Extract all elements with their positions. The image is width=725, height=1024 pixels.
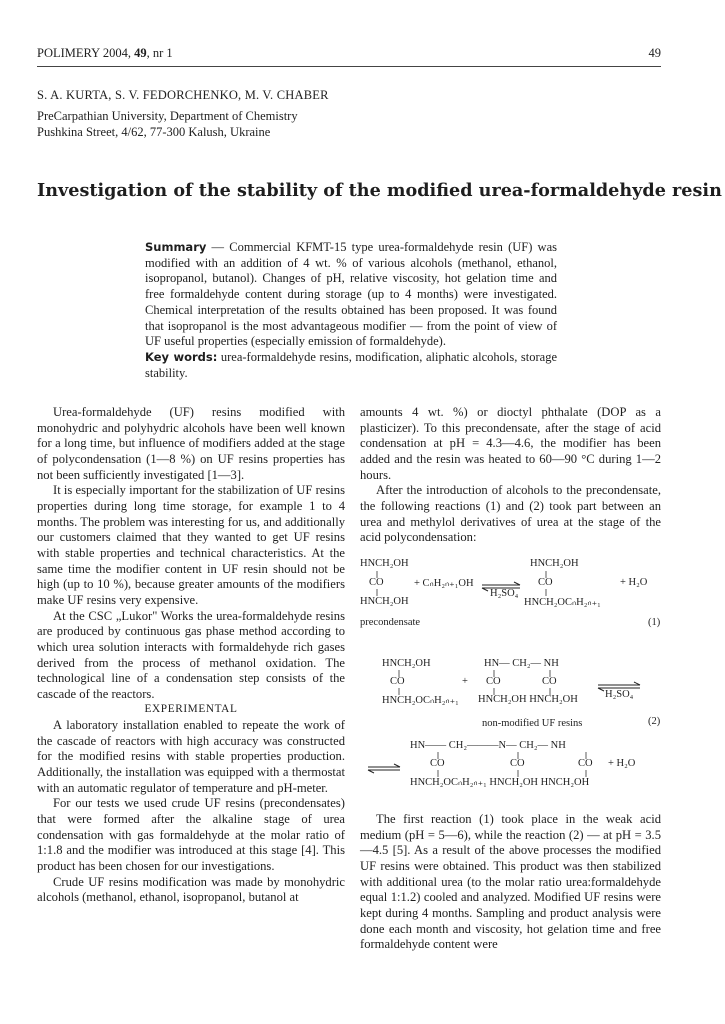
- r1-product-top: HNCH₂OH: [530, 558, 579, 569]
- paragraph: The first reaction (1) took place in the weak acid medium (pH = 5—6), while the reaction (2) — at pH = 3.5—4.5 [5]. As a result of the above processes the modified UF resins were obtained. This product was then stabilized with additional urea (to the molar ratio urea:formaldehyde equal 1:1.2) cooled and analyzed. Modified UF resins were kept during 4 months. Sampling and product analysis were done each month and viscosity, hot gelation time and free formaldehyde content were: [360, 812, 661, 952]
- authors: S. A. KURTA, S. V. FEDORCHENKO, M. V. CHABER: [37, 88, 329, 102]
- paragraph: At the CSC „Lukor" Works the urea-formaldehyde resins are produced by continuous gas phase method according to which urea solution interacts with formaldehyde rich gases derived from the process of methanol oxidation. The technological line of a condensation step consists of the cascade of the reactors.: [37, 608, 345, 701]
- r2-product-bottom: HNCH₂OCₙH₂ₙ₊₁ HNCH₂OH HNCH₂OH: [410, 777, 590, 788]
- running-header: [37, 46, 661, 66]
- paragraph: A laboratory installation enabled to repeate the work of the cascade of reactors with high accuracy was constructed for the modified resins with stable properties production. Additionally, the installation was equipped with a thermostat with an automatic regulator of temperature and pH-meter.: [37, 718, 345, 795]
- volume: 49: [134, 46, 147, 60]
- keywords-label: Key words:: [145, 349, 218, 364]
- r1-reactant-bottom: HNCH₂OH: [360, 596, 409, 607]
- r2-catalyst: H₂SO₄: [605, 689, 634, 700]
- r1-water: + H₂O: [620, 577, 648, 588]
- r2-reactant-b-co2: CO: [542, 676, 557, 687]
- r2-reactant-b-bottom: HNCH₂OH HNCH₂OH: [478, 694, 578, 705]
- r1-caption: precondensate: [360, 617, 421, 628]
- affiliation-line-2: Pushkina Street, 4/62, 77-300 Kalush, Ukraine: [37, 125, 271, 139]
- r2-number: (2): [648, 716, 661, 727]
- r1-product-co: CO: [538, 577, 553, 588]
- left-column: [37, 405, 345, 906]
- r2-reactant-a-co: CO: [390, 676, 405, 687]
- r2-reactant-b-co1: CO: [486, 676, 501, 687]
- right-column: [360, 405, 661, 546]
- right-column-continued: [360, 812, 661, 953]
- article-title: Investigation of the stability of the modified urea-formaldehyde resin: [37, 180, 722, 201]
- affiliation-line-1: PreCarpathian University, Department of Chemistry: [37, 109, 298, 123]
- r2-product-top: HN—— CH₂———N— CH₂— NH: [410, 740, 566, 751]
- paragraph: After the introduction of alcohols to the precondensate, the following reactions (1) and (2) took part between an urea and methylol derivatives of urea at the stage of the acid polycondensation:: [360, 483, 661, 545]
- r1-number: (1): [648, 617, 661, 628]
- paragraph: Urea-formaldehyde (UF) resins modified with monohydric and polyhydric alcohols have been well known for a long time, but influence of modifiers added at the stage of polycondensation (1—8 %) on UF resins properties has not been sufficiently investigated [1—3].: [37, 405, 345, 482]
- r2-reactant-b-top: HN— CH₂— NH: [484, 658, 559, 669]
- summary: [145, 240, 557, 381]
- r2-plus: +: [462, 676, 468, 687]
- page-number: 49: [648, 46, 661, 60]
- r1-reactant-co: CO: [369, 577, 384, 588]
- header-rule: [37, 66, 661, 67]
- r1-catalyst: H₂SO₄: [490, 588, 519, 599]
- paragraph: amounts 4 wt. %) or dioctyl phthalate (DOP as a plasticizer). To this precondensate, after the stage of acid condensation at pH = 4.3—4.6, the modifier has been added and the resin was heated to 60—90 °C during 1—2 hours.: [360, 405, 661, 482]
- r2-product-co3: CO: [578, 758, 593, 769]
- affiliation: [37, 108, 298, 140]
- paragraph: Crude UF resins modification was made by monohydric alcohols (methanol, ethanol, isopropanol, butanol at: [37, 874, 345, 905]
- r2-reactant-a-top: HNCH₂OH: [382, 658, 431, 669]
- journal-citation: POLIMERY 2004, 49, nr 1: [37, 46, 173, 60]
- r2-reactant-a-bottom: HNCH₂OCₙH₂ₙ₊₁: [382, 695, 459, 706]
- paragraph: For our tests we used crude UF resins (precondensates) that were formed after the alkaline stage of urea condensation with gas formaldehyde at the molar ratio of 1:1.8 and the modifier was introduced at this stage [4]. This product has been chosen for our investigations.: [37, 796, 345, 874]
- keywords-text: urea-formaldehyde resins, modification, aliphatic alcohols, storage stability.: [145, 349, 557, 380]
- r1-product-bottom: HNCH₂OCₙH₂ₙ₊₁: [524, 597, 601, 608]
- r2-water: + H₂O: [608, 758, 636, 769]
- paragraph: It is especially important for the stabilization of UF resins properties during long time storage, for example 1 to 4 months. The problem was interesting for us, and additionally our customers claimed that they wanted to get UF resins with stable properties and technical characteristics. At the same time the modifier content in UF resin should not be high (up to 10 %), because greater amounts of the modifiers make UF resins very expensive.: [37, 483, 345, 607]
- r2-caption: non-modified UF resins: [482, 718, 583, 729]
- summary-text: — Commercial KFMT-15 type urea-formaldehyde resin (UF) was modified with an addition of 4 wt. % of various alcohols (methanol, ethanol, isopropanol, butanol). Changes of pH, relative viscosity, hot gelation time and free formaldehyde content during storage (up to 4 months) were investigated. Chemical interpretation of the results obtained has been proposed. It was found that isopropanol is the most advantageous modifier — from the point of view of UF useful properties (especially emission of formaldehyde).: [145, 240, 557, 349]
- summary-label: Summary: [145, 240, 207, 254]
- r1-reactant-top: HNCH₂OH: [360, 558, 409, 569]
- reaction-scheme: [360, 558, 665, 818]
- section-heading-experimental: EXPERIMENTAL: [144, 703, 238, 716]
- r2-product-co1: CO: [430, 758, 445, 769]
- r1-alcohol: + CₙH₂ₙ₊₁OH: [414, 578, 474, 589]
- r2-product-co2: CO: [510, 758, 525, 769]
